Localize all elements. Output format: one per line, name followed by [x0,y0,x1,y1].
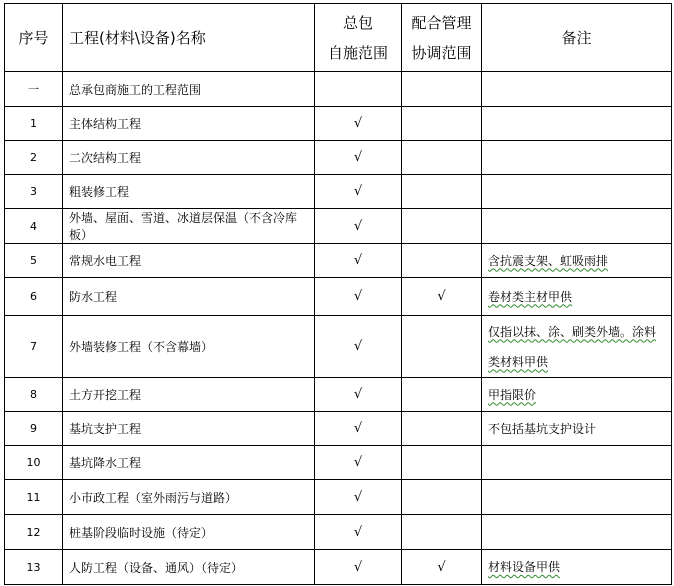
cell-coordination-scope [402,209,482,244]
cell-note [482,107,672,141]
cell-coordination-scope [402,278,482,316]
cell-self-scope [315,515,402,550]
cell-name-text: 二次结构工程 [69,151,142,165]
cell-note [482,316,672,378]
cell-self-scope-text: √ [353,455,363,470]
cell-note-text: 卷材类主材甲供 [488,289,573,304]
cell-self-scope [315,107,402,141]
cell-note [482,515,672,550]
cell-note-text: 甲指限价 [488,387,537,402]
header-self-line1: 总包 [342,13,373,32]
table-row [5,107,672,141]
cell-coordination-scope [402,550,482,585]
table-body [5,72,672,585]
cell-name [63,175,315,209]
table-row [5,175,672,209]
cell-self-scope [315,378,402,412]
cell-index-text: 13 [26,560,41,574]
cell-self-scope-text: √ [353,524,363,540]
cell-name [63,72,315,107]
header-coordination-scope [402,4,482,72]
cell-self-scope-text: √ [353,150,363,165]
cell-self-scope [315,209,402,244]
cell-coordination-scope [402,244,482,278]
cell-note [482,550,672,585]
cell-index-text: 4 [30,219,37,233]
cell-index-text: 5 [30,254,37,267]
cell-note-text: 仅指以抹、涂、刷类外墙。涂料类材料甲供 [488,324,657,369]
cell-name [63,446,315,480]
cell-note [482,480,672,515]
cell-self-scope-text: √ [353,489,363,505]
table-row [5,480,672,515]
cell-self-scope-text: √ [353,559,363,575]
cell-self-scope-text: √ [353,421,363,436]
cell-name [63,550,315,585]
table-row [5,550,672,585]
cell-coordination-scope [402,316,482,378]
cell-note-text: 不包括基坑支护设计 [488,421,597,436]
cell-note-text: 材料设备甲供 [488,560,561,574]
cell-self-scope [315,72,402,107]
cell-index-text: 8 [30,388,37,401]
header-self-line2: 自施范围 [327,43,388,62]
cell-index [5,141,63,175]
cell-note [482,446,672,480]
cell-index [5,515,63,550]
cell-self-scope [315,550,402,585]
cell-index-text: 2 [30,151,37,164]
cell-coordination-scope [402,175,482,209]
cell-self-scope-text: √ [353,387,363,402]
cell-coordination-scope [402,446,482,480]
cell-note [482,209,672,244]
cell-name [63,316,315,378]
cell-index [5,316,63,378]
header-name: 工程(材料\设备)名称 [63,4,315,72]
cell-self-scope-text: √ [353,218,363,234]
cell-name [63,515,315,550]
cell-coordination-scope [402,515,482,550]
cell-name [63,107,315,141]
cell-note [482,378,672,412]
cell-name [63,278,315,316]
cell-index-text: 12 [26,525,41,539]
cell-name-text: 外墙装修工程（不含幕墙） [69,340,214,354]
cell-name-text: 常规水电工程 [69,254,142,268]
cell-index [5,209,63,244]
cell-coordination-scope-text: √ [437,289,446,304]
scope-table [4,3,672,585]
cell-coordination-scope [402,72,482,107]
cell-index-text: 10 [26,456,41,469]
header-coord-line2: 协调范围 [411,43,472,62]
cell-self-scope [315,278,402,316]
cell-name-text: 基坑降水工程 [69,456,142,470]
cell-index [5,378,63,412]
header-coord-line1: 配合管理 [411,13,472,32]
cell-name [63,244,315,278]
table-row [5,141,672,175]
cell-self-scope [315,446,402,480]
cell-note [482,244,672,278]
cell-self-scope [315,244,402,278]
cell-note [482,278,672,316]
cell-index-text: 7 [30,340,37,353]
cell-self-scope [315,141,402,175]
cell-coordination-scope [402,480,482,515]
cell-self-scope-text: √ [353,339,363,354]
cell-name-text: 桩基阶段临时设施（待定） [69,525,214,540]
cell-coordination-scope [402,412,482,446]
cell-index [5,278,63,316]
cell-index-text: 3 [30,185,37,198]
table-row [5,515,672,550]
cell-note [482,141,672,175]
cell-coordination-scope-text: √ [437,559,446,575]
cell-self-scope-text: √ [353,253,363,268]
header-self-scope [315,4,402,72]
cell-name-text: 防水工程 [69,290,118,304]
table-row [5,378,672,412]
cell-index [5,175,63,209]
cell-index [5,480,63,515]
cell-note [482,72,672,107]
cell-name-text: 小市政工程（室外雨污与道路） [69,490,238,505]
cell-self-scope [315,480,402,515]
cell-index [5,107,63,141]
cell-note-text: 含抗震支架、虹吸雨排 [488,253,609,268]
cell-name-text: 外墙、屋面、雪道、冰道层保温（不含冷库板） [69,211,298,242]
cell-note [482,412,672,446]
cell-name-text: 粗装修工程 [69,185,130,199]
cell-index [5,412,63,446]
table-row [5,209,672,244]
cell-index-text: 9 [30,422,37,435]
table-row [5,446,672,480]
cell-note [482,175,672,209]
cell-self-scope-text: √ [353,289,363,304]
cell-self-scope [315,316,402,378]
cell-name-text: 总承包商施工的工程范围 [69,82,202,97]
table-row [5,278,672,316]
cell-index [5,72,63,107]
cell-name-text: 土方开挖工程 [69,388,142,402]
header-note: 备注 [482,4,672,72]
table-row [5,244,672,278]
cell-name-text: 主体结构工程 [69,117,142,131]
cell-self-scope [315,412,402,446]
table-row [5,72,672,107]
cell-name [63,209,315,244]
cell-name-text: 基坑支护工程 [69,422,142,436]
cell-index-text: 11 [26,490,41,504]
cell-index [5,244,63,278]
cell-name [63,480,315,515]
table-row [5,316,672,378]
cell-name [63,412,315,446]
cell-coordination-scope [402,141,482,175]
table-row [5,412,672,446]
cell-index-text: 1 [30,117,37,130]
cell-self-scope-text: √ [353,184,363,199]
header-index: 序号 [5,4,63,72]
header-row [5,4,672,72]
cell-coordination-scope [402,378,482,412]
cell-index [5,550,63,585]
cell-index-text: 6 [30,290,37,303]
cell-index-text: 一 [28,83,39,96]
cell-self-scope-text: √ [353,116,363,131]
cell-name [63,378,315,412]
cell-coordination-scope [402,107,482,141]
cell-index [5,446,63,480]
cell-name-text: 人防工程（设备、通风）（待定） [69,560,244,575]
cell-self-scope [315,175,402,209]
cell-name [63,141,315,175]
